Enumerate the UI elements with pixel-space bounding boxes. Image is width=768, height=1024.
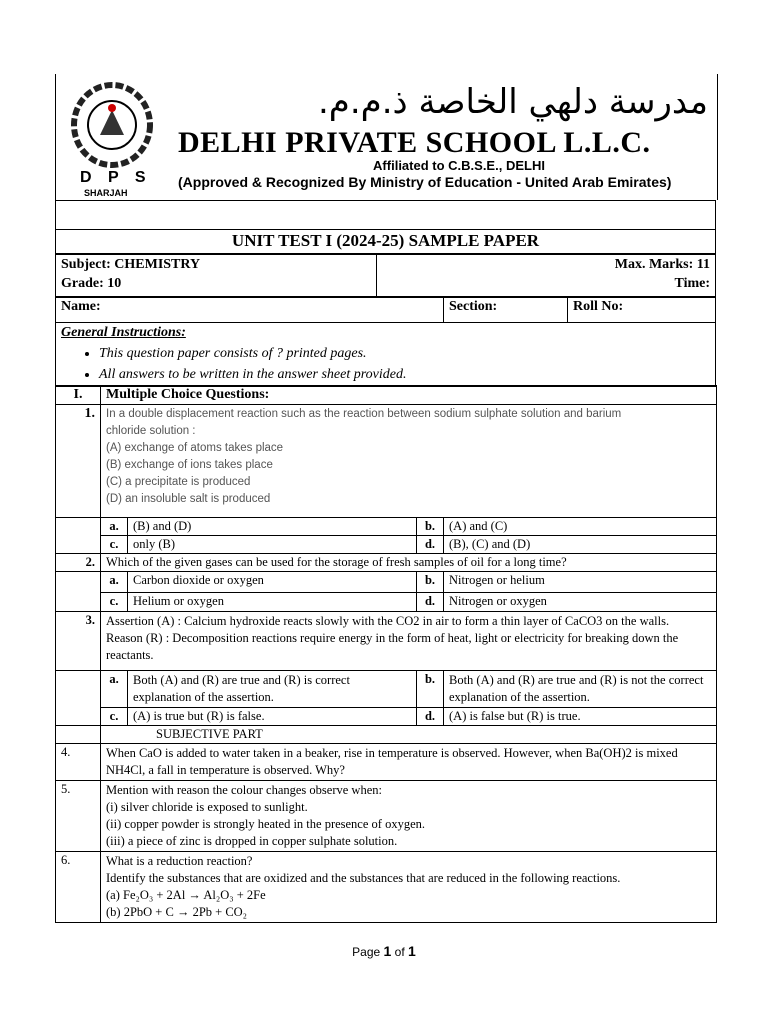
section-field[interactable]: Section: [444, 298, 568, 323]
option-b[interactable]: (A) and (C) [444, 518, 717, 536]
of-word: of [394, 945, 405, 959]
option-c[interactable]: only (B) [128, 536, 417, 554]
q1-line: chloride solution : [106, 425, 196, 437]
page-number: 1 [383, 943, 392, 959]
question-number: 6. [56, 852, 101, 923]
reason-text: Reason (R) : Decomposition reactions require energy in the form of heat, light or electricity for breaking down the reactants. [106, 631, 679, 662]
spacer-cell [56, 518, 101, 554]
subjective-heading: SUBJECTIVE PART [101, 726, 717, 744]
arabic-school-name: مدرسة دلهي الخاصة ذ.م.م. [317, 82, 708, 122]
spacer-cell [56, 726, 101, 744]
option-label: a. [101, 671, 128, 708]
q6-line: (a) Fe₂O₃ + 2Al → Al₂O₃ + 2Fe [106, 888, 266, 902]
page-word: Page [352, 945, 381, 959]
approval-text: (Approved & Recognized By Ministry of Education - United Arab Emirates) [178, 174, 672, 190]
option-a[interactable]: Both (A) and (R) are true and (R) is correct explanation of the assertion. [128, 671, 417, 708]
question-number: 2. [56, 554, 101, 572]
option-label: c. [101, 708, 128, 726]
assertion-text: Assertion (A) : Calcium hydroxide reacts slowly with the CO2 in air to form a thin layer of CaCO3 on the walls. [106, 614, 670, 628]
blank-row [56, 201, 716, 230]
option-label: d. [417, 593, 444, 612]
instruction-item: • All answers to be written in the answer sheet provided. [99, 364, 710, 385]
q5-line: (i) silver chloride is exposed to sunlight. [106, 800, 308, 814]
option-label: b. [417, 671, 444, 708]
option-c[interactable]: (A) is true but (R) is false. [128, 708, 417, 726]
option-label: d. [417, 708, 444, 726]
student-table [55, 297, 716, 323]
option-label: b. [417, 572, 444, 593]
q1-line: (C) a precipitate is produced [106, 476, 251, 488]
option-d[interactable]: Nitrogen or oxygen [444, 593, 717, 612]
question-6-text [101, 852, 717, 923]
q1-line: (B) exchange of ions takes place [106, 459, 273, 471]
page-total: 1 [408, 943, 416, 959]
q5-line: (ii) copper powder is strongly heated in the presence of oxygen. [106, 817, 425, 831]
q5-line: (iii) a piece of zinc is dropped in copper sulphate solution. [106, 834, 398, 848]
grade: Grade: 10 [61, 276, 122, 291]
question-4-text: When CaO is added to water taken in a beaker, rise in temperature is observed. However, when Ba(OH)2 is mixed NH4Cl, a fall in temperature is observed. Why? [101, 744, 717, 781]
subject-table [55, 253, 716, 297]
spacer-cell [56, 572, 101, 612]
affiliation: Affiliated to C.B.S.E., DELHI [373, 158, 545, 173]
section-number: I. [56, 386, 101, 405]
option-label: c. [101, 593, 128, 612]
question-number: 1. [56, 405, 101, 518]
time: Time: [674, 276, 710, 291]
instructions-box [55, 322, 716, 387]
test-title: UNIT TEST I (2024-25) SAMPLE PAPER [56, 230, 716, 255]
mcq-table [55, 385, 717, 923]
option-a[interactable]: Carbon dioxide or oxygen [128, 572, 417, 593]
roll-field[interactable]: Roll No: [568, 298, 716, 323]
q6-line: Identify the substances that are oxidized and the substances that are reduced in the following reactions. [106, 871, 621, 885]
q6-line: What is a reduction reaction? [106, 854, 253, 868]
question-3-text [101, 612, 717, 671]
option-b[interactable]: Nitrogen or helium [444, 572, 717, 593]
question-number: 3. [56, 612, 101, 671]
logo-dps-text: D P S [80, 169, 152, 186]
name-field[interactable]: Name: [56, 298, 444, 323]
option-c[interactable]: Helium or oxygen [128, 593, 417, 612]
school-name: DELHI PRIVATE SCHOOL L.L.C. [178, 126, 651, 159]
q1-line: (D) an insoluble salt is produced [106, 493, 271, 505]
option-label: a. [101, 572, 128, 593]
question-2-text: Which of the given gases can be used for the storage of fresh samples of oil for a long time? [101, 554, 717, 572]
question-number: 4. [56, 744, 101, 781]
option-a[interactable]: (B) and (D) [128, 518, 417, 536]
q5-line: Mention with reason the colour changes observe when: [106, 783, 382, 797]
option-d[interactable]: (B), (C) and (D) [444, 536, 717, 554]
option-label: c. [101, 536, 128, 554]
subject-grade-cell [56, 254, 377, 297]
info-table [55, 200, 716, 255]
q6-line: (b) 2PbO + C → 2Pb + CO₂ [106, 905, 248, 919]
subject: Subject: CHEMISTRY [61, 257, 201, 272]
option-label: b. [417, 518, 444, 536]
option-label: d. [417, 536, 444, 554]
option-d[interactable]: (A) is false but (R) is true. [444, 708, 717, 726]
question-5-text [101, 781, 717, 852]
q1-line: In a double displacement reaction such as the reaction between sodium sulphate solution and barium [106, 408, 622, 420]
question-number: 5. [56, 781, 101, 852]
question-1-text [101, 405, 717, 518]
max-marks: Max. Marks: 11 [614, 257, 710, 272]
option-b[interactable]: Both (A) and (R) are true and (R) is not the correct explanation of the assertion. [444, 671, 717, 708]
instruction-item: • This question paper consists of ? printed pages. [99, 343, 710, 364]
marks-time-cell [377, 254, 716, 297]
page-footer [0, 943, 768, 959]
option-label: a. [101, 518, 128, 536]
q1-line: (A) exchange of atoms takes place [106, 442, 284, 454]
instructions-heading: General Instructions: [61, 325, 186, 340]
logo-city-text: SHARJAH [84, 188, 128, 198]
section-title: Multiple Choice Questions: [101, 386, 717, 405]
spacer-cell [56, 671, 101, 726]
